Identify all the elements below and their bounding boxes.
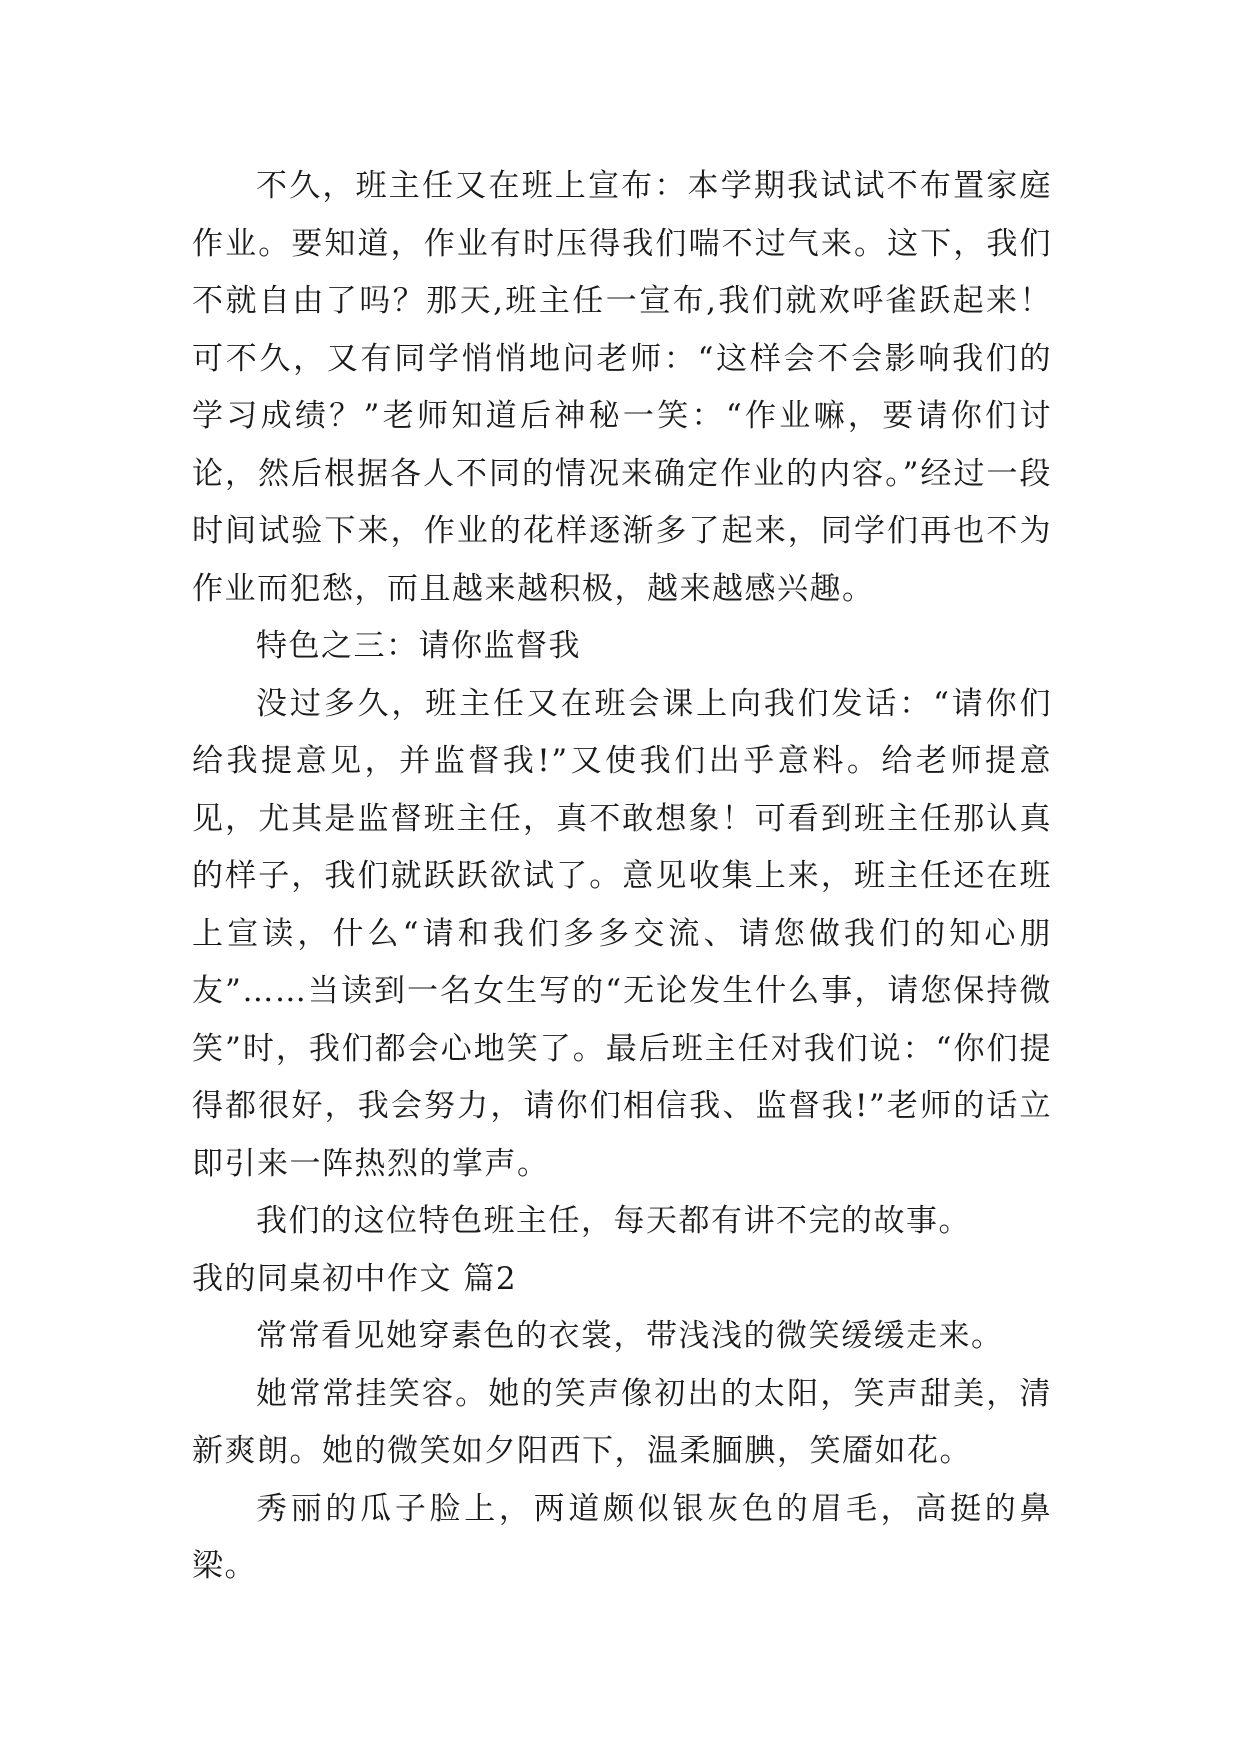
article-body [192,158,1052,1596]
section-subheading-supervise: 特色之三：请你监督我 [256,628,581,664]
paragraph-deskmate-smile: 她常常挂笑容。她的笑声像初出的太阳，笑声甜美，清新爽朗。她的微笑如夕阳西下，温柔腼腆，笑靥如花。 [192,1375,1052,1469]
paragraph-supervise: 没过多久，班主任又在班会课上向我们发话：“请你们给我提意见，并监督我!”又使我们出乎意料。给老师提意见，尤其是监督班主任，真不敢想象！可看到班主任那认真的样子，我们就跃跃欲试了。意见收集上来，班主任还在班上宣读，什么“请和我们多多交流、请您做我们的知心朋友”……当读到一名女生写的“无论发生什么事，请您保持微笑”时，我们都会心地笑了。最后班主任对我们说：“你们提得都很好，我会努力，请你们相信我、监督我!”老师的话立即引来一阵热烈的掌声。 [192,685,1052,1182]
paragraph-conclusion: 我们的这位特色班主任，每天都有讲不完的故事。 [256,1203,971,1239]
paragraph-homework: 不久，班主任又在班上宣布：本学期我试试不布置家庭作业。要知道，作业有时压得我们喘不过气来。这下，我们不就自由了吗？那天,班主任一宣布,我们就欢呼雀跃起来！可不久，又有同学悄悄地问老师：“这样会不会影响我们的学习成绩？”老师知道后神秘一笑：“作业嘛，要请你们讨论，然后根据各人不同的情况来确定作业的内容。”经过一段时间试验下来，作业的花样逐渐多了起来，同学们再也不为作业而犯愁，而且越来越积极，越来越感兴趣。 [192,168,1052,607]
essay-title-2: 我的同桌初中作文 篇2 [192,1260,518,1297]
paragraph-deskmate-intro: 常常看见她穿素色的衣裳，带浅浅的微笑缓缓走来。 [256,1318,1004,1354]
paragraph-deskmate-face: 秀丽的瓜子脸上，两道颇似银灰色的眉毛，高挺的鼻梁。 [192,1490,1052,1584]
